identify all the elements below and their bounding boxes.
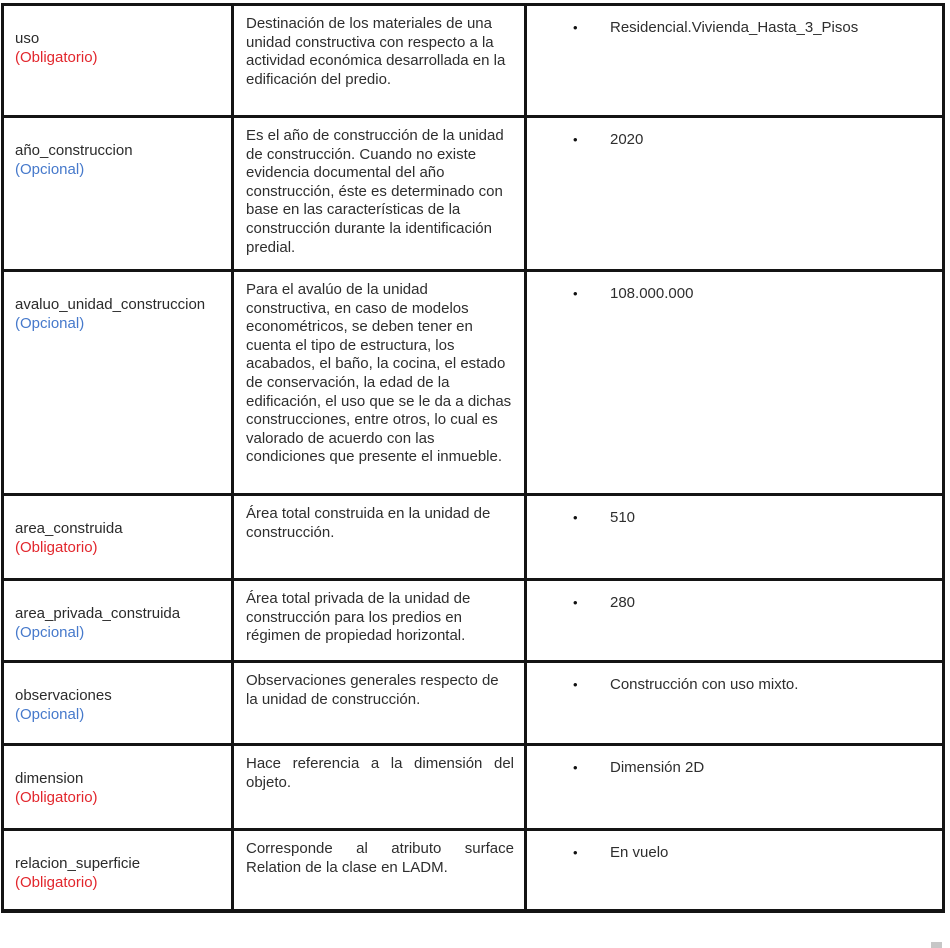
description-cell: Observaciones generales respecto de la unidad de construcción. [233,662,526,745]
attribute-name: año_construccion [15,142,133,159]
attribute-name-cell [3,662,233,745]
table-row [3,5,944,117]
requirement-badge: (Opcional) [15,315,85,332]
bullet-icon: • [573,510,578,525]
bullet-icon: • [573,286,578,301]
example-value: 510 [610,509,636,526]
document-page [0,3,944,913]
example-value: 108.000.000 [610,285,694,302]
top-border-stub [231,3,234,6]
example-value: Residencial.Vivienda_Hasta_3_Pisos [610,19,859,36]
table-row [3,495,944,580]
attribute-name: dimension [15,770,84,787]
description-cell: Área total privada de la unidad de construcción para los predios en régimen de propiedad horizontal. [233,580,526,662]
example-cell [526,745,944,830]
description-cell: Es el año de construcción de la unidad de construcción. Cuando no existe evidencia documental del año construcción, éste es determinado con base en las características de la construcción durante la identificación predial. [233,117,526,271]
attribute-name: area_construida [15,520,123,537]
description-cell: Para el avalúo de la unidad constructiva, en caso de modelos econométricos, se deben tener en cuenta el tipo de estructura, los acabados, el baño, la cocina, el estado de conservación, la edad de la edificación, el uso que se le da a dichas construcciones, entre otros, lo cual es valorado de acuerdo con las condiciones que presente el inmueble. [233,271,526,495]
example-cell [526,662,944,745]
requirement-badge: (Opcional) [15,706,85,723]
example-cell [526,580,944,662]
bullet-icon: • [573,677,578,692]
requirement-badge: (Obligatorio) [15,539,98,556]
requirement-badge: (Obligatorio) [15,49,98,66]
description-cell: Corresponde al atributo surface Relation de la clase en LADM. [233,830,526,911]
example-value: En vuelo [610,844,669,861]
bullet-icon: • [573,760,578,775]
attribute-name-cell [3,580,233,662]
requirement-badge: (Obligatorio) [15,874,98,891]
top-border-stub [1,3,4,6]
attribute-name-cell [3,745,233,830]
table-row [3,580,944,662]
example-value: Dimensión 2D [610,759,705,776]
bullet-icon: • [573,20,578,35]
attribute-name-cell [3,495,233,580]
page-corner-artifact [931,942,942,948]
attribute-name: avaluo_unidad_construccion [15,296,206,313]
example-cell [526,495,944,580]
example-value: Construcción con uso mixto. [610,676,799,693]
attribute-name-cell [3,117,233,271]
attribute-name: relacion_superficie [15,855,141,872]
bullet-icon: • [573,132,578,147]
table-row [3,830,944,911]
example-cell [526,5,944,117]
attribute-name-cell [3,830,233,911]
example-cell [526,830,944,911]
description-cell: Destinación de los materiales de una unidad constructiva con respecto a la actividad económica desarrollada en la edificación del predio. [233,5,526,117]
description-cell: Hace referencia a la dimensión del objeto. [233,745,526,830]
example-value: 2020 [610,131,644,148]
example-cell [526,271,944,495]
attribute-name-cell [3,5,233,117]
example-cell [526,117,944,271]
top-border-stub [524,3,527,6]
requirement-badge: (Opcional) [15,161,85,178]
bullet-icon: • [573,595,578,610]
example-value: 280 [610,594,636,611]
bullet-icon: • [573,845,578,860]
requirement-badge: (Opcional) [15,624,85,641]
table-row [3,745,944,830]
requirement-badge: (Obligatorio) [15,789,98,806]
table-row [3,271,944,495]
attribute-name: uso [15,30,40,47]
attribute-name: observaciones [15,687,112,704]
attribute-name-cell [3,271,233,495]
attributes-table [1,3,945,913]
table-row [3,117,944,271]
table-row [3,662,944,745]
attribute-name: area_privada_construida [15,605,181,622]
description-cell: Área total construida en la unidad de construcción. [233,495,526,580]
top-border-stub [939,3,942,6]
